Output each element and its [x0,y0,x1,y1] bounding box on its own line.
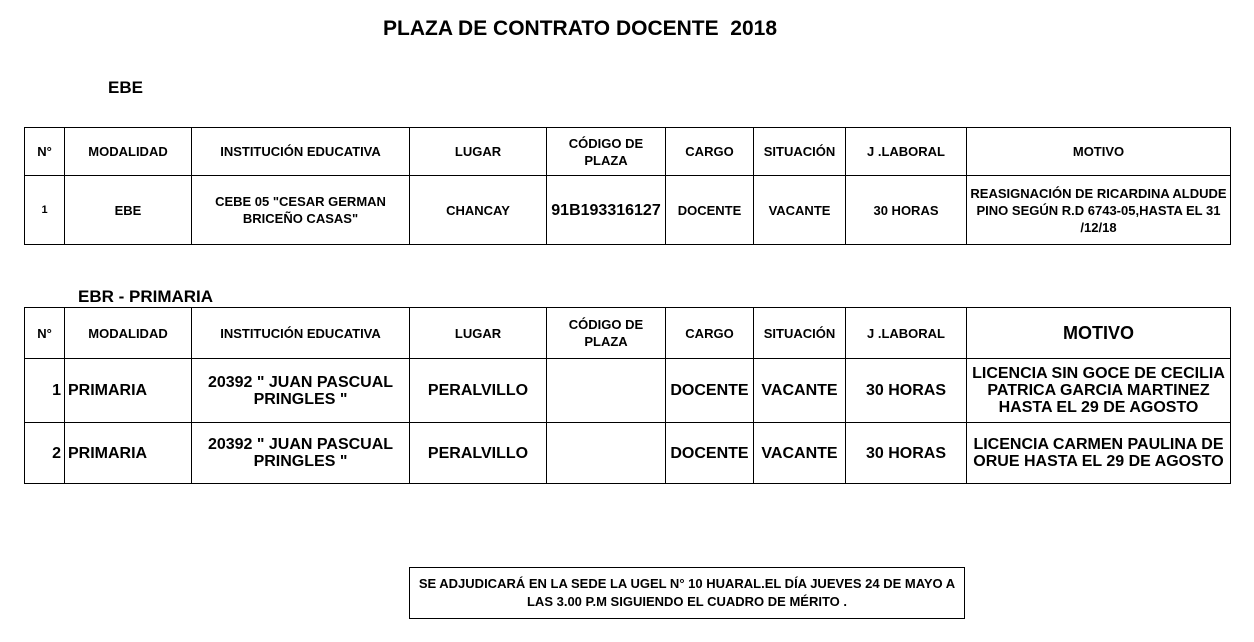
cell-cargo: DOCENTE [666,176,754,245]
header-lugar: LUGAR [410,308,547,359]
cell-lugar: CHANCAY [410,176,547,245]
table-row [25,359,1231,423]
cell-n: 1 [25,359,65,423]
cell-lugar: PERALVILLO [410,359,547,423]
cell-lugar: PERALVILLO [410,423,547,484]
table-row [25,176,1231,245]
header-cargo: CARGO [666,128,754,176]
cell-cargo: DOCENTE [666,423,754,484]
adjudication-note: SE ADJUDICARÁ EN LA SEDE LA UGEL N° 10 HUARAL.EL DÍA JUEVES 24 DE MAYO A LAS 3.00 P.M SIGUIENDO EL CUADRO DE MÉRITO . [409,567,965,619]
header-n: N° [25,128,65,176]
header-motivo: MOTIVO [967,308,1231,359]
page-title: PLAZA DE CONTRATO DOCENTE 2018 [383,17,777,40]
header-institucion: INSTITUCIÓN EDUCATIVA [192,308,410,359]
header-jornada: J .LABORAL [846,128,967,176]
table-row [25,423,1231,484]
cell-institucion: 20392 " JUAN PASCUAL PRINGLES " [192,423,410,484]
cell-modalidad: EBE [65,176,192,245]
header-modalidad: MODALIDAD [65,308,192,359]
cell-modalidad: PRIMARIA [65,359,192,423]
header-lugar: LUGAR [410,128,547,176]
header-cargo: CARGO [666,308,754,359]
cell-institucion: CEBE 05 "CESAR GERMAN BRICEÑO CASAS" [192,176,410,245]
cell-n: 1 [25,176,65,245]
header-situacion: SITUACIÓN [754,128,846,176]
section-label-ebe: EBE [108,78,143,97]
section-label-primaria: EBR - PRIMARIA [78,287,214,306]
cell-situacion: VACANTE [754,176,846,245]
cell-modalidad: PRIMARIA [65,423,192,484]
cell-institucion: 20392 " JUAN PASCUAL PRINGLES " [192,359,410,423]
cell-codigo: 91B193316127 [547,176,666,245]
header-codigo: CÓDIGO DE PLAZA [547,308,666,359]
cell-n: 2 [25,423,65,484]
header-institucion: INSTITUCIÓN EDUCATIVA [192,128,410,176]
cell-jornada: 30 HORAS [846,176,967,245]
table-header-row [25,128,1231,176]
cell-codigo [547,423,666,484]
header-situacion: SITUACIÓN [754,308,846,359]
header-modalidad: MODALIDAD [65,128,192,176]
header-n: N° [25,308,65,359]
cell-jornada: 30 HORAS [846,359,967,423]
cell-situacion: VACANTE [754,423,846,484]
header-jornada: J .LABORAL [846,308,967,359]
cell-motivo: REASIGNACIÓN DE RICARDINA ALDUDE PINO SEGÚN R.D 6743-05,HASTA EL 31 /12/18 [967,176,1231,245]
cell-cargo: DOCENTE [666,359,754,423]
primaria-table [24,307,1231,484]
cell-codigo [547,359,666,423]
cell-situacion: VACANTE [754,359,846,423]
table-header-row [25,308,1231,359]
cell-jornada: 30 HORAS [846,423,967,484]
header-motivo: MOTIVO [967,128,1231,176]
cell-motivo: LICENCIA SIN GOCE DE CECILIA PATRICA GARCIA MARTINEZ HASTA EL 29 DE AGOSTO [967,359,1231,423]
cell-motivo: LICENCIA CARMEN PAULINA DE ORUE HASTA EL 29 DE AGOSTO [967,423,1231,484]
header-codigo: CÓDIGO DE PLAZA [547,128,666,176]
ebe-table [24,127,1231,245]
